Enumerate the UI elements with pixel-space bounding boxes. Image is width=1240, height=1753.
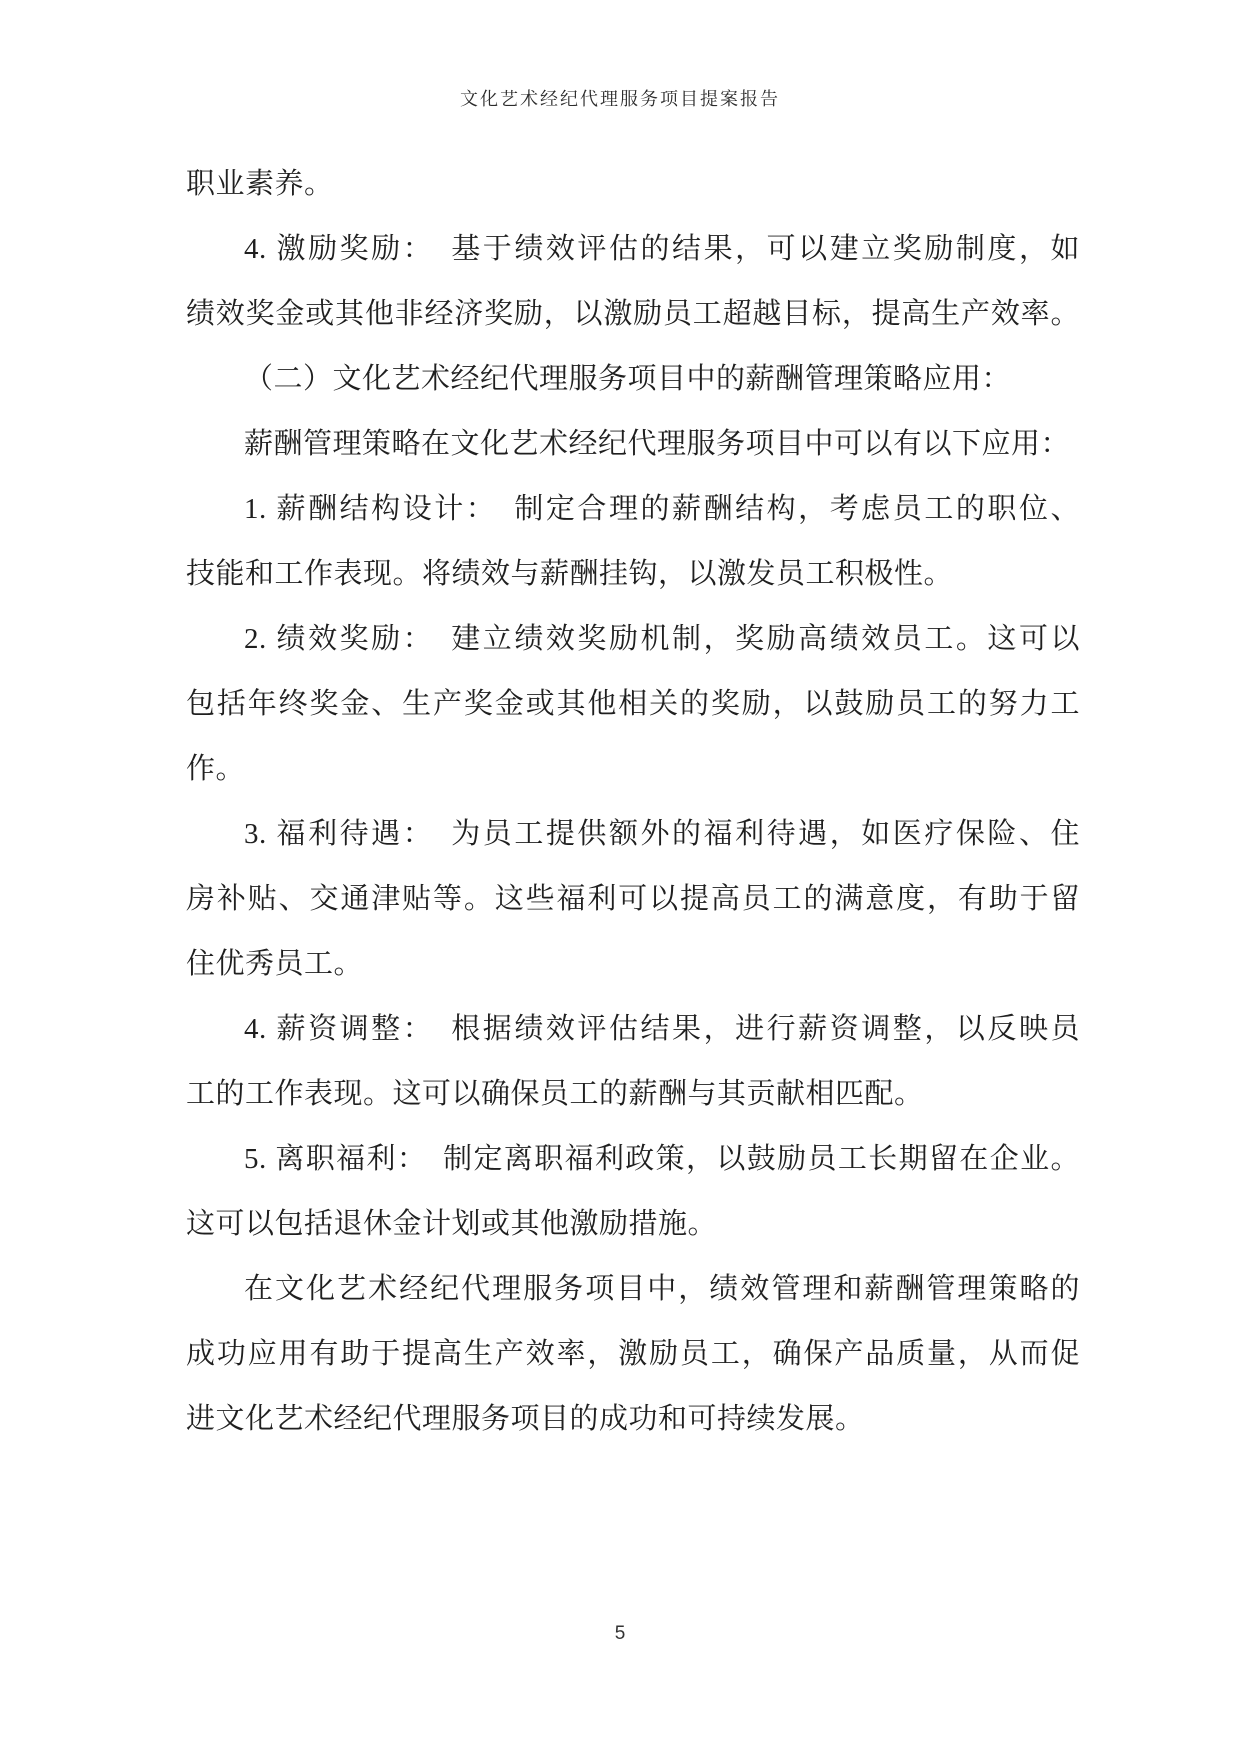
body-line xyxy=(186,347,1080,412)
body-line-text: 工的工作表现。这可以确保员工的薪酬与其贡献相匹配。 xyxy=(186,1078,924,1110)
body-line-text: 进文化艺术经纪代理服务项目的成功和可持续发展。 xyxy=(186,1403,865,1435)
body-line xyxy=(186,1192,1080,1257)
body-line xyxy=(186,867,1080,932)
body-line-text: 3. 福利待遇： 为员工提供额外的福利待遇，如医疗保险、住 xyxy=(244,818,1080,850)
body-line xyxy=(186,802,1080,867)
body-line-text: 薪酬管理策略在文化艺术经纪代理服务项目中可以有以下应用： xyxy=(244,428,1071,460)
body-line-text: 2. 绩效奖励： 建立绩效奖励机制，奖励高绩效员工。这可以 xyxy=(244,623,1080,655)
body-line-text: 5. 离职福利： 制定离职福利政策，以鼓励员工长期留在企业。 xyxy=(244,1143,1080,1175)
body-line xyxy=(186,477,1080,542)
body-line xyxy=(186,282,1080,347)
body-line xyxy=(186,1127,1080,1192)
body-line xyxy=(186,217,1080,282)
running-header: 文化艺术经纪代理服务项目提案报告 xyxy=(460,89,780,109)
body-line xyxy=(186,1387,1080,1452)
body-line-text: 包括年终奖金、生产奖金或其他相关的奖励，以鼓励员工的努力工 xyxy=(186,688,1080,720)
body-line xyxy=(186,607,1080,672)
body-line xyxy=(186,542,1080,607)
body-line xyxy=(186,1062,1080,1127)
body-line-text: 在文化艺术经纪代理服务项目中，绩效管理和薪酬管理策略的 xyxy=(244,1273,1080,1305)
body-line-text: 作。 xyxy=(186,753,246,785)
body-line-text: 职业素养。 xyxy=(186,168,334,200)
body-line-text: （二）文化艺术经纪代理服务项目中的薪酬管理策略应用： xyxy=(244,363,1012,395)
page-number: 5 xyxy=(614,1623,626,1644)
body-line-text: 房补贴、交通津贴等。这些福利可以提高员工的满意度，有助于留 xyxy=(186,883,1080,915)
body-line xyxy=(186,152,1080,217)
body-line-text: 绩效奖金或其他非经济奖励，以激励员工超越目标，提高生产效率。 xyxy=(186,298,1080,330)
body-line xyxy=(186,1257,1080,1322)
body-line-text: 成功应用有助于提高生产效率，激励员工，确保产品质量，从而促 xyxy=(186,1338,1080,1370)
body-line xyxy=(186,412,1080,477)
body-line xyxy=(186,737,1080,802)
body-line-text: 这可以包括退休金计划或其他激励措施。 xyxy=(186,1208,718,1240)
body-line xyxy=(186,997,1080,1062)
body-line-text: 技能和工作表现。将绩效与薪酬挂钩，以激发员工积极性。 xyxy=(186,558,954,590)
body-line-text: 1. 薪酬结构设计： 制定合理的薪酬结构，考虑员工的职位、 xyxy=(244,493,1080,525)
document-body xyxy=(186,152,1080,1452)
body-line-text: 4. 薪资调整： 根据绩效评估结果，进行薪资调整，以反映员 xyxy=(244,1013,1080,1045)
body-line-text: 住优秀员工。 xyxy=(186,948,364,980)
body-line xyxy=(186,1322,1080,1387)
body-line-text: 4. 激励奖励： 基于绩效评估的结果，可以建立奖励制度，如 xyxy=(244,233,1080,265)
body-line xyxy=(186,932,1080,997)
body-line xyxy=(186,672,1080,737)
